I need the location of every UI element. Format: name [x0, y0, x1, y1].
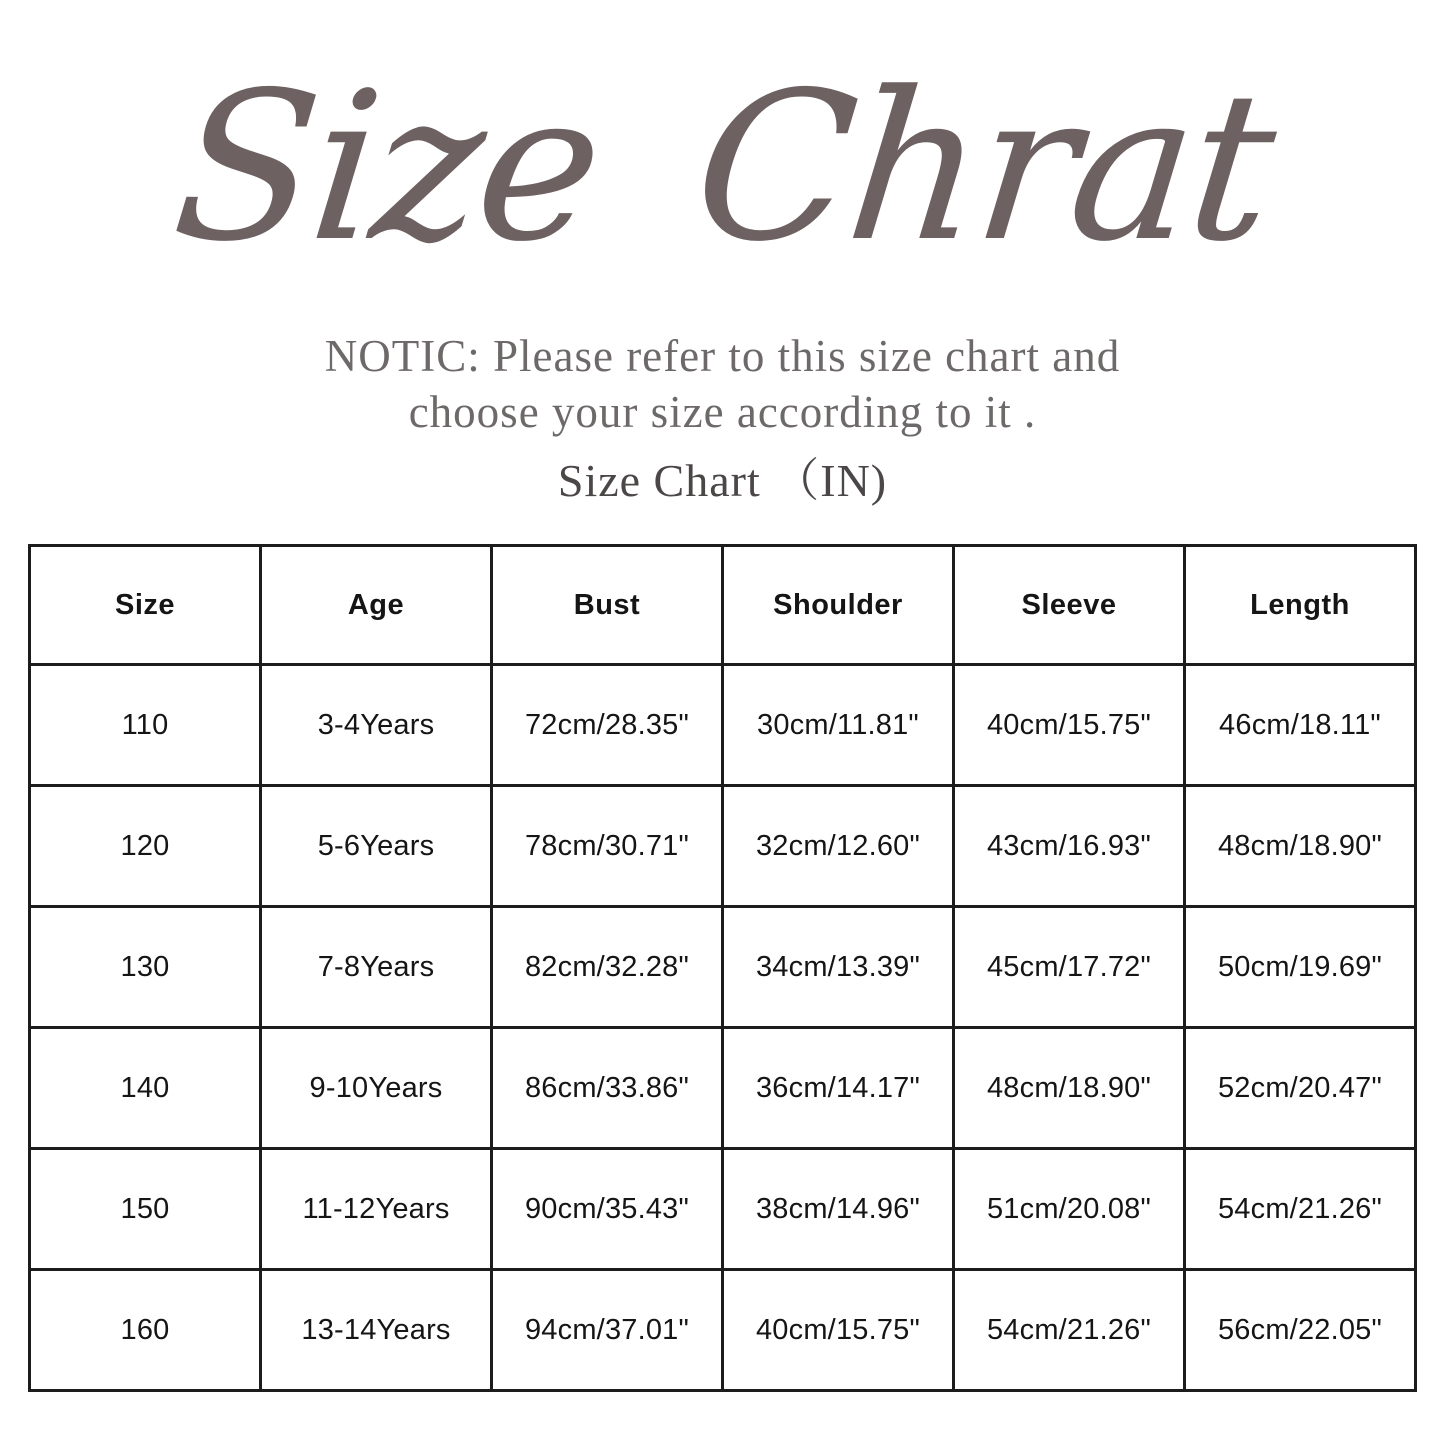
cell-age: 7-8Years [261, 907, 492, 1028]
cell-size: 120 [30, 786, 261, 907]
cell-length: 56cm/22.05" [1185, 1270, 1416, 1391]
cell-bust: 94cm/37.01" [492, 1270, 723, 1391]
cell-sleeve: 43cm/16.93" [954, 786, 1185, 907]
size-chart-subtitle: Size Chart （IN) [557, 455, 888, 506]
column-header-bust: Bust [492, 546, 723, 665]
cell-length: 48cm/18.90" [1185, 786, 1416, 907]
cell-length: 46cm/18.11" [1185, 665, 1416, 786]
cell-age: 9-10Years [261, 1028, 492, 1149]
cell-shoulder: 32cm/12.60" [723, 786, 954, 907]
cell-shoulder: 36cm/14.17" [723, 1028, 954, 1149]
cell-size: 140 [30, 1028, 261, 1149]
cell-age: 3-4Years [261, 665, 492, 786]
column-header-sleeve: Sleeve [954, 546, 1185, 665]
column-header-shoulder: Shoulder [723, 546, 954, 665]
cell-size: 110 [30, 665, 261, 786]
table-row [30, 1149, 1416, 1270]
cell-age: 13-14Years [261, 1270, 492, 1391]
cell-sleeve: 51cm/20.08" [954, 1149, 1185, 1270]
table-header-row [30, 546, 1416, 665]
notice-block [0, 328, 1445, 510]
cell-shoulder: 30cm/11.81" [723, 665, 954, 786]
cell-size: 150 [30, 1149, 261, 1270]
cell-length: 52cm/20.47" [1185, 1028, 1416, 1149]
notice-line-2: choose your size according to it . [408, 387, 1037, 437]
cell-sleeve: 54cm/21.26" [954, 1270, 1185, 1391]
cell-bust: 90cm/35.43" [492, 1149, 723, 1270]
table-row [30, 1028, 1416, 1149]
cell-shoulder: 40cm/15.75" [723, 1270, 954, 1391]
cell-sleeve: 45cm/17.72" [954, 907, 1185, 1028]
notice-line-1: NOTIC: Please refer to this size chart and [324, 331, 1121, 381]
cell-size: 160 [30, 1270, 261, 1391]
cell-age: 5-6Years [261, 786, 492, 907]
cell-bust: 86cm/33.86" [492, 1028, 723, 1149]
cell-age: 11-12Years [261, 1149, 492, 1270]
cell-length: 54cm/21.26" [1185, 1149, 1416, 1270]
cell-shoulder: 34cm/13.39" [723, 907, 954, 1028]
cell-sleeve: 40cm/15.75" [954, 665, 1185, 786]
cell-bust: 78cm/30.71" [492, 786, 723, 907]
cell-shoulder: 38cm/14.96" [723, 1149, 954, 1270]
column-header-age: Age [261, 546, 492, 665]
size-table [28, 544, 1417, 1392]
cell-sleeve: 48cm/18.90" [954, 1028, 1185, 1149]
table-row [30, 1270, 1416, 1391]
cell-length: 50cm/19.69" [1185, 907, 1416, 1028]
table-row [30, 907, 1416, 1028]
cell-bust: 72cm/28.35" [492, 665, 723, 786]
cell-size: 130 [30, 907, 261, 1028]
table-row [30, 665, 1416, 786]
title-block [0, 0, 1445, 320]
column-header-length: Length [1185, 546, 1416, 665]
cell-bust: 82cm/32.28" [492, 907, 723, 1028]
page-title: Size Chrat [164, 49, 1281, 287]
table-row [30, 786, 1416, 907]
column-header-size: Size [30, 546, 261, 665]
